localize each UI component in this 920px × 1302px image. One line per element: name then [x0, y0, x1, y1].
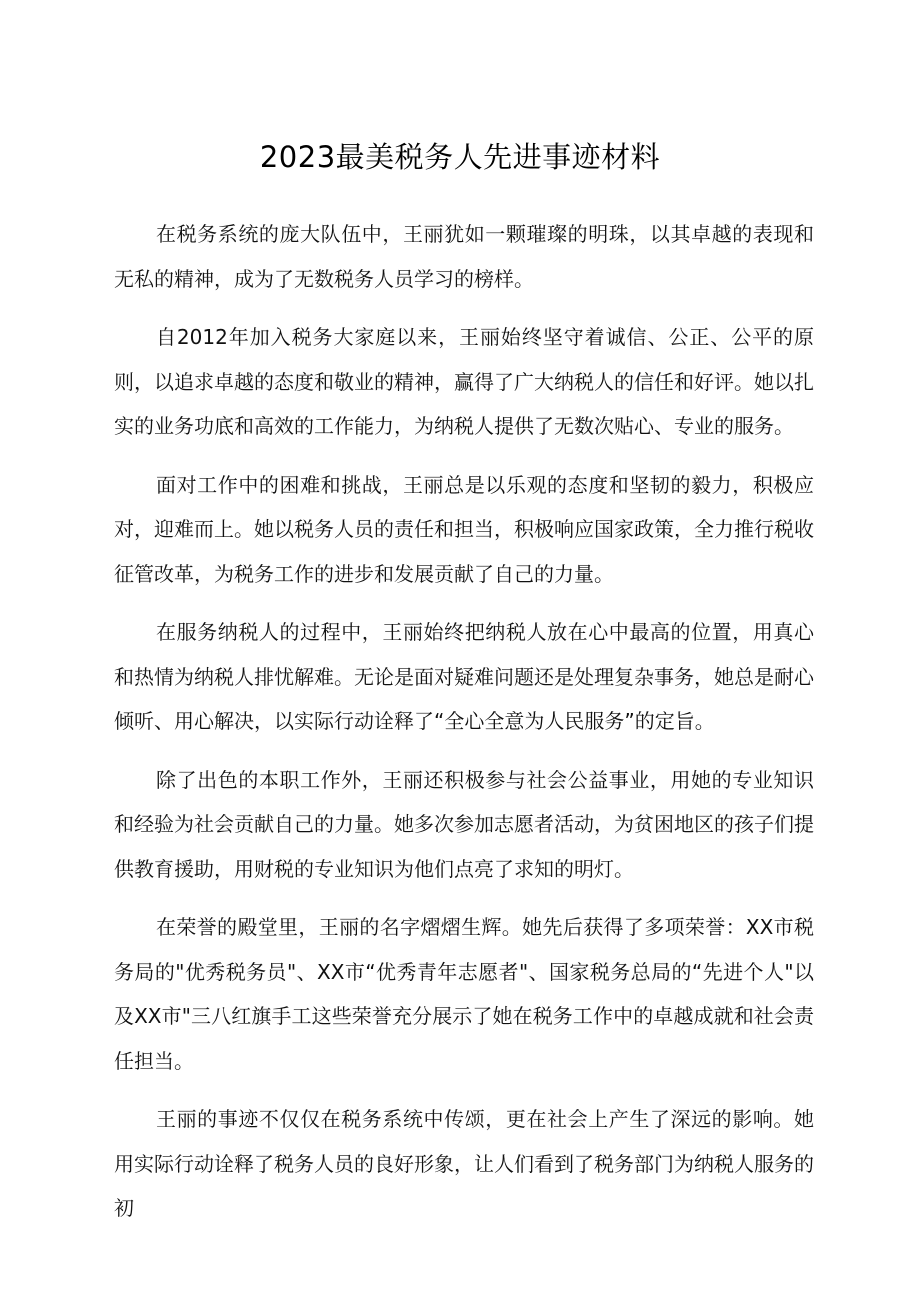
paragraph-4: 在服务纳税人的过程中，王丽始终把纳税人放在心中最高的位置，用真心和热情为纳税人排忧解难。无论是面对疑难问题还是处理复杂事务，她总是耐心倾听、用心解决，以实际行动诠释了“全心全意为人民服务”的定旨。 — [114, 620, 814, 733]
paragraph-1: 在税务系统的庞大队伍中，王丽犹如一颗璀璨的明珠，以其卓越的表现和无私的精神，成为了无数税务人员学习的榜样。 — [114, 222, 814, 291]
document-body — [114, 212, 814, 1245]
paragraph-6: 在荣誉的殿堂里，王丽的名字熠熠生辉。她先后获得了多项荣誉：XX市税务局的"优秀税务员"、XX市“优秀青年志愿者"、国家税务总局的“先进个人"以及XX市"三八红旗手工这些荣誉充分展示了她在税务工作中的卓越成就和社会责任担当。 — [114, 915, 814, 1073]
paragraph-3: 面对工作中的困难和挑战，王丽总是以乐观的态度和坚韧的毅力，积极应对，迎难而上。她以税务人员的责任和担当，积极响应国家政策，全力推行税收征管改革，为税务工作的进步和发展贡献了自己的力量。 — [114, 472, 814, 586]
paragraph-5: 除了出色的本职工作外，王丽还积极参与社会公益事业，用她的专业知识和经验为社会贡献自己的力量。她多次参加志愿者活动，为贫困地区的孩子们提供教育援助，用财税的专业知识为他们点亮了求知的明灯。 — [114, 767, 814, 881]
paragraph-2: 自2012年加入税务大家庭以来，王丽始终坚守着诚信、公正、公平的原则，以追求卓越的态度和敬业的精神，赢得了广大纳税人的信任和好评。她以扎实的业务功底和高效的工作能力，为纳税人提供了无数次贴心、专业的服务。 — [114, 325, 814, 438]
document-title: 2023最美税务人先进事迹材料 — [259, 140, 661, 175]
paragraph-7: 王丽的事迹不仅仅在税务系统中传颂，更在社会上产生了深远的影响。她用实际行动诠释了税务人员的良好形象，让人们看到了税务部门为纳税人服务的初 — [114, 1107, 814, 1220]
